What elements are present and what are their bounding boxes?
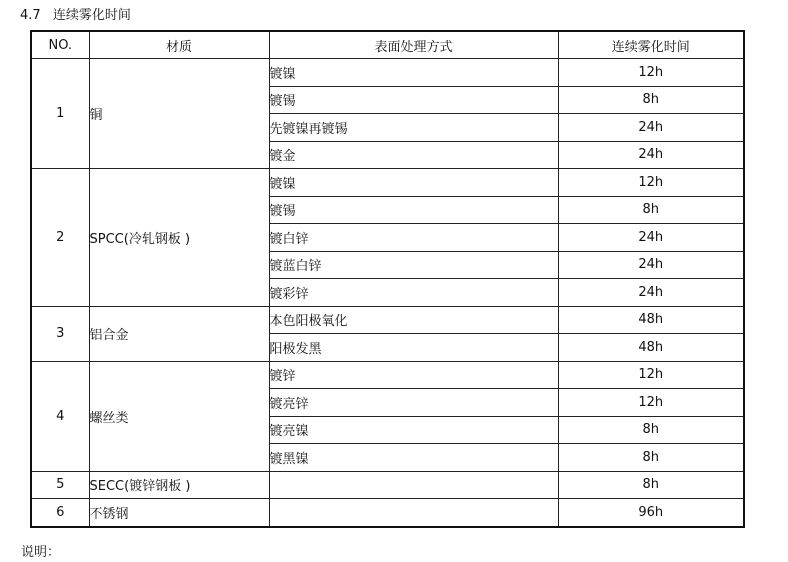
header-treatment: 表面处理方式: [269, 31, 558, 59]
table-row: [31, 169, 744, 197]
material-cell: 螺丝类: [89, 361, 269, 471]
time-cell: 8h: [558, 86, 744, 114]
row-number: 1: [31, 59, 89, 169]
treatment-cell: 镀镍: [269, 169, 558, 197]
treatment-cell: [269, 499, 558, 527]
row-number: 2: [31, 169, 89, 307]
material-cell: 铝合金: [89, 306, 269, 361]
time-cell: 8h: [558, 444, 744, 472]
treatment-cell: 镀镍: [269, 59, 558, 87]
treatment-cell: 镀锌: [269, 361, 558, 389]
material-cell: 铜: [89, 59, 269, 169]
time-cell: 8h: [558, 196, 744, 224]
header-time: 连续雾化时间: [558, 31, 744, 59]
treatment-cell: 阳极发黑: [269, 334, 558, 362]
note-label: 说明：: [21, 545, 61, 560]
section-title: 连续雾化时间: [52, 8, 131, 23]
time-cell: 24h: [558, 141, 744, 169]
treatment-cell: 镀蓝白锌: [269, 251, 558, 279]
time-cell: 8h: [558, 416, 744, 444]
header-row: [31, 31, 744, 59]
section-number: 4.7: [20, 8, 41, 23]
header-no: NO.: [31, 31, 89, 59]
treatment-cell: 镀锡: [269, 196, 558, 224]
time-cell: 12h: [558, 169, 744, 197]
table-row: [31, 471, 744, 499]
time-cell: 24h: [558, 251, 744, 279]
treatment-cell: 先镀镍再镀锡: [269, 114, 558, 142]
treatment-cell: 本色阳极氧化: [269, 306, 558, 334]
material-cell: 不锈钢: [89, 499, 269, 527]
material-cell: SECC(镀锌钢板 ): [89, 471, 269, 499]
time-cell: 96h: [558, 499, 744, 527]
time-cell: 48h: [558, 334, 744, 362]
row-number: 5: [31, 471, 89, 499]
table-row: [31, 499, 744, 527]
time-cell: 48h: [558, 306, 744, 334]
time-cell: 24h: [558, 279, 744, 307]
time-cell: 24h: [558, 224, 744, 252]
time-cell: 12h: [558, 389, 744, 417]
treatment-cell: [269, 471, 558, 499]
treatment-cell: 镀亮锌: [269, 389, 558, 417]
row-number: 4: [31, 361, 89, 471]
material-cell: SPCC(冷轧钢板 ): [89, 169, 269, 307]
row-number: 3: [31, 306, 89, 361]
treatment-cell: 镀白锌: [269, 224, 558, 252]
spray-time-table: [30, 30, 745, 528]
table-row: [31, 59, 744, 87]
treatment-cell: 镀彩锌: [269, 279, 558, 307]
treatment-cell: 镀黑镍: [269, 444, 558, 472]
row-number: 6: [31, 499, 89, 527]
table-row: [31, 306, 744, 334]
time-cell: 12h: [558, 59, 744, 87]
time-cell: 24h: [558, 114, 744, 142]
treatment-cell: 镀亮镍: [269, 416, 558, 444]
time-cell: 8h: [558, 471, 744, 499]
header-material: 材质: [89, 31, 269, 59]
time-cell: 12h: [558, 361, 744, 389]
treatment-cell: 镀金: [269, 141, 558, 169]
section-heading: [20, 4, 131, 23]
table-body: [31, 59, 744, 527]
table-row: [31, 361, 744, 389]
treatment-cell: 镀锡: [269, 86, 558, 114]
